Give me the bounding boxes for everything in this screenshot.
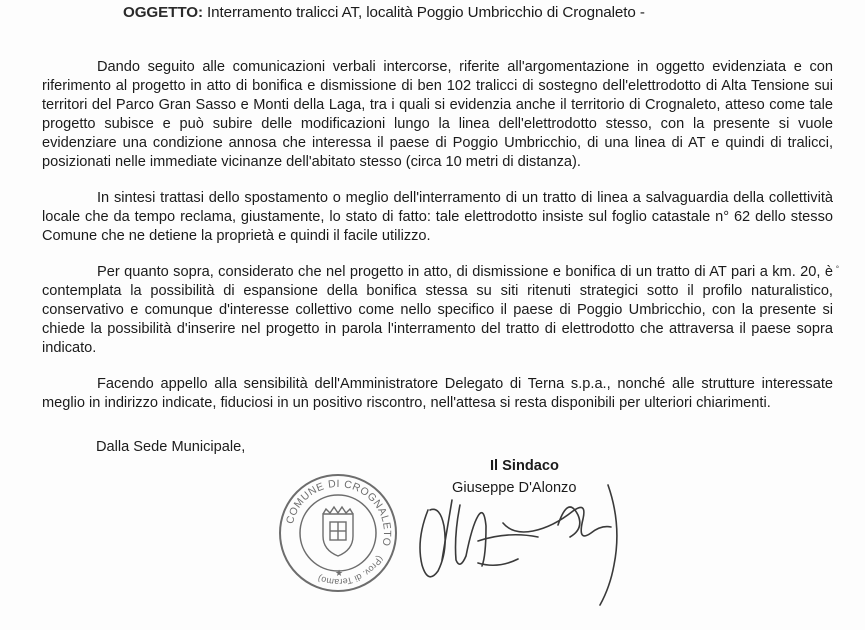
signoff: Dalla Sede Municipale, [96,439,246,455]
subject-text: Interramento tralicci AT, località Poggio Umbricchio di Crognaleto - [202,4,645,21]
subject-line [123,4,645,21]
star-icon: ★ [335,569,344,579]
stray-mark: ˚ [836,266,840,277]
subject-label: OGGETTO: [123,4,203,21]
handwritten-signature [408,455,638,625]
municipal-stamp [275,470,401,596]
paragraph-4: Facendo appello alla sensibilità dell'Amministratore Delegato di Terna s.p.a., nonché alle strutture interessate meglio in indirizzo indicate, fiduciosi in un positivo riscontro, nell'attesa si resta disponibili per ulteriori chiarimenti. [42,376,833,411]
paragraph-1: Dando seguito alle comunicazioni verbali intercorse, riferite all'argomentazione in oggetto evidenziata e con riferimento al progetto in atto di bonifica e dismissione di ben 102 tralicci di sostegno dell'elettrodotto di Alta Tensione sui territori del Parco Gran Sasso e Monti della Laga, tra i quali si evidenzia anche il territorio di Crognaleto, atteso come tale progetto subisce e può subire delle modificazioni lungo la linea dell'elettrodotto stesso, con la presente si vuole evidenziare una condizione annosa che interessa il paese di Poggio Umbricchio, di una linea di AT e quindi di tralicci, posizionati nelle immediate vicinanze dell'abitato stesso (circa 10 metri di distanza). [42,59,833,170]
paragraph-2: In sintesi trattasi dello spostamento o meglio dell'interramento di un tratto di linea a salvaguardia della collettività locale che da tempo reclama, giustamente, lo stato di fatto: tale elettrodotto insiste sul foglio catastale n° 62 dello stesso Comune che ne detiene la proprietà e quindi il facile utilizzo. [42,190,833,244]
letter-body [42,58,833,430]
mayor-name: Giuseppe D'Alonzo [452,480,577,496]
paragraph-3: Per quanto sopra, considerato che nel progetto in atto, di dismissione e bonifica di un tratto di AT pari a km. 20, è contemplata la possibilità di espansione della bonifica stessa su siti ritenuti strategici sotto il profilo naturalistico, conservativo e comunque d'interesse collettivo come nello specifico il paese di Poggio Umbricchio, con la presente si chiede la possibilità d'inserire nel progetto in parola l'interramento del tratto di elettrodotto che attraversa il paese sopra indicato. [42,264,833,356]
coat-of-arms-icon [323,507,353,556]
mayor-title: Il Sindaco [490,458,559,474]
stamp-text-side: (Prov. di Teramo) [316,554,386,588]
stamp-text-top: COMUNE DI CROGNALETO [283,477,394,548]
